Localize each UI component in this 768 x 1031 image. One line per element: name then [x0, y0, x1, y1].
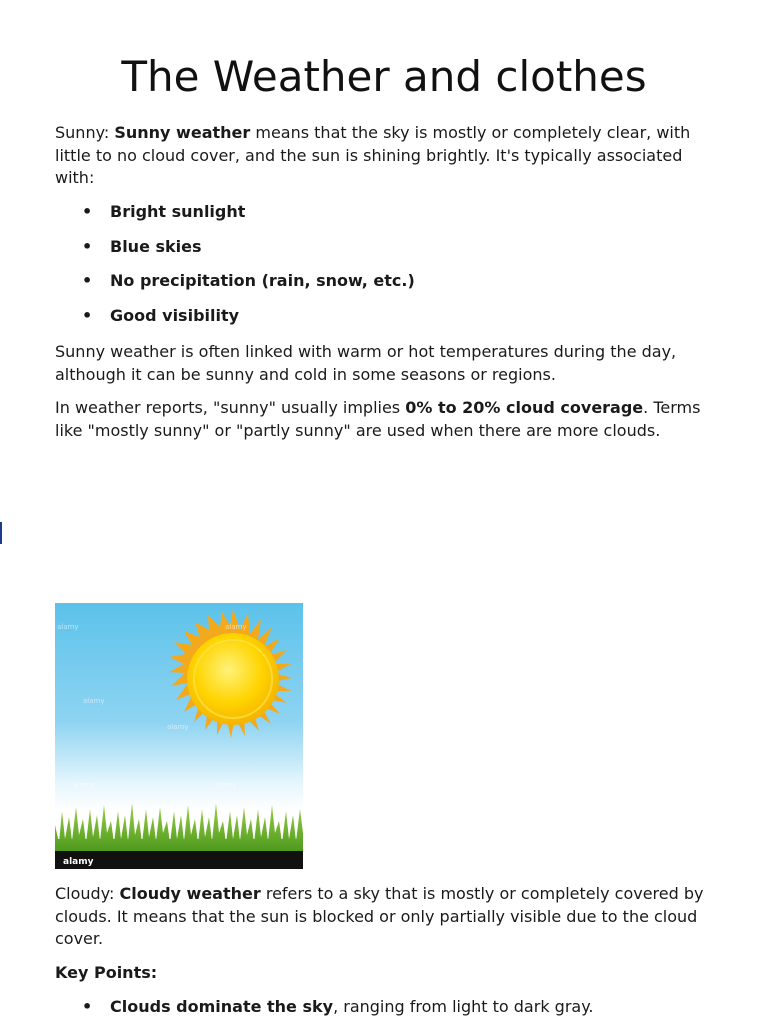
bullet-text: Blue skies	[110, 236, 202, 256]
list-item	[55, 996, 593, 1031]
image-watermark: alamy	[225, 623, 247, 631]
sunny-lead: Sunny:	[55, 123, 115, 142]
list-item	[55, 270, 415, 305]
bullet-text: Clouds dominate the sky	[110, 997, 334, 1016]
sunny-weather-image	[55, 603, 303, 869]
image-watermark: alamy	[167, 723, 189, 731]
edge-marker	[0, 522, 2, 544]
bullet-text: Bright sunlight	[110, 202, 246, 221]
list-item	[55, 236, 415, 271]
cloudy-term: Cloudy weather	[119, 884, 261, 903]
bullet-dot: •	[82, 202, 93, 221]
page-title: The Weather and clothes	[121, 52, 647, 101]
text-run: In weather reports, "sunny" usually implies	[55, 398, 406, 417]
sunny-term: Sunny weather	[114, 123, 251, 142]
text-run: . Terms like "mostly sunny" or "partly sunny" are used when there are more clouds.	[55, 398, 701, 440]
key-points-heading	[55, 962, 715, 985]
bullet-text: Good visibility	[110, 305, 240, 325]
image-watermark: alamy	[73, 781, 95, 789]
cloudy-definition: refers to a sky that is mostly or completely covered by clouds. It means that the sun is blocked or only partially visible due to the cloud cover.	[55, 884, 704, 948]
sunny-intro	[55, 122, 715, 190]
key-points-label: Key Points:	[55, 963, 158, 982]
bullet-dot: •	[82, 997, 93, 1016]
sunny-bullet-list	[55, 201, 415, 339]
sunny-reports-paragraph	[55, 397, 715, 442]
bullet-text: No precipitation (rain, snow, etc.)	[110, 271, 415, 290]
bullet-dot: •	[82, 236, 93, 256]
cloudy-lead: Cloudy:	[55, 884, 120, 903]
image-watermark: alamy	[57, 623, 79, 631]
cloudy-bullet-list	[55, 996, 593, 1031]
sunny-definition: means that the sky is mostly or completely clear, with little to no cloud cover, and the sun is shining brightly. It's typically associated with:	[55, 123, 691, 187]
bullet-dot: •	[82, 271, 93, 290]
bullet-dot: •	[82, 305, 93, 325]
cloud-coverage-value: 0% to 20% cloud coverage	[405, 398, 644, 417]
image-brand: alamy	[63, 857, 94, 867]
list-item	[55, 305, 415, 340]
bullet-text: , ranging from light to dark gray.	[333, 997, 594, 1016]
list-item	[55, 201, 415, 236]
sunny-temperature-paragraph: Sunny weather is often linked with warm or hot temperatures during the day, although it can be sunny and cold in some seasons or regions.	[55, 342, 677, 384]
image-watermark: alamy	[215, 781, 237, 789]
image-watermark: alamy	[83, 697, 105, 705]
cloudy-intro	[55, 883, 715, 951]
